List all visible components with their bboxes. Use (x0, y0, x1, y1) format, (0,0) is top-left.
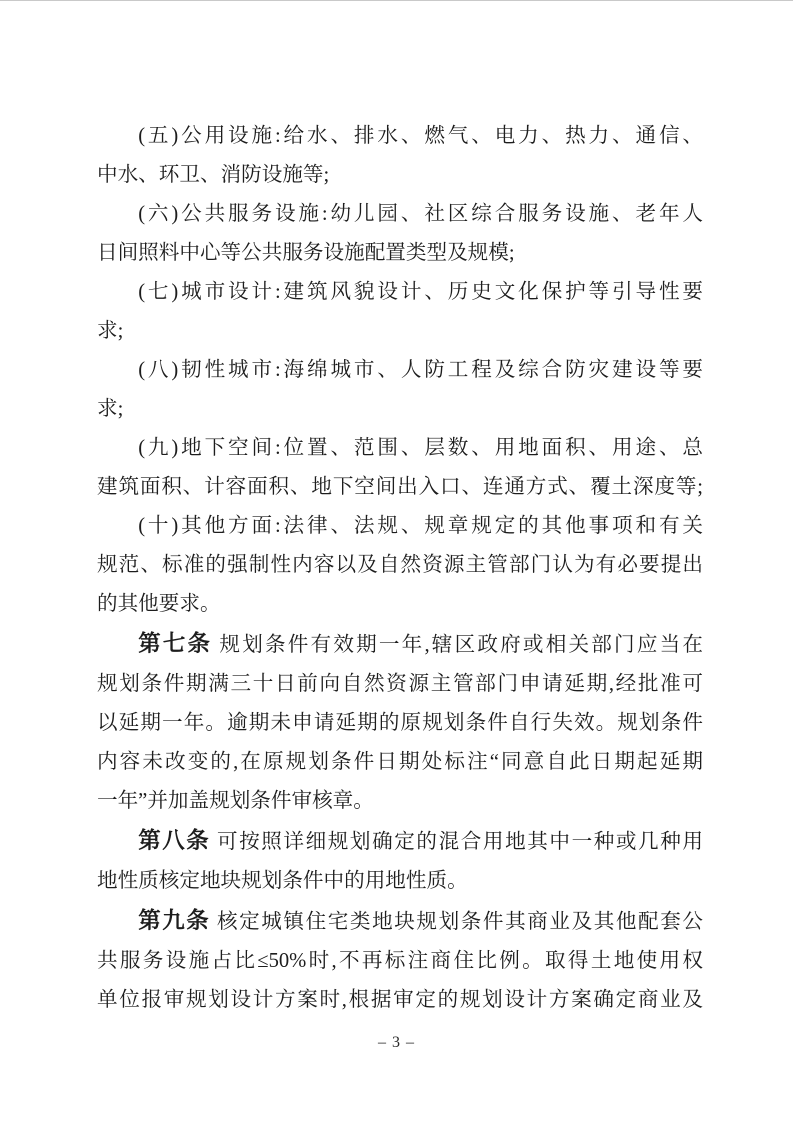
text-segment: (十)其他方面:法律、法规、规章规定的其他事项和有关 (138, 515, 703, 537)
text-segment: 单位报审规划设计方案时,根据审定的规划设计方案确定商业及 (97, 989, 703, 1011)
text-line (97, 704, 703, 743)
text-line (97, 942, 703, 981)
text-segment: 规范、标准的强制性内容以及自然资源主管部门认为有必要提出 (97, 554, 703, 576)
text-segment: (七)城市设计:建筑风貌设计、历史文化保护等引导性要 (138, 281, 703, 303)
text-line (97, 273, 703, 312)
text-segment: 核定城镇住宅类地块规划条件其商业及其他配套公 (210, 911, 703, 933)
text-segment: 求; (97, 398, 124, 420)
text-line (97, 624, 703, 665)
article-number: 第八条 (138, 828, 211, 853)
document-body (97, 117, 703, 1020)
article-8 (97, 821, 703, 901)
article-number: 第九条 (138, 908, 211, 933)
article-number: 第七条 (138, 631, 213, 656)
text-line (97, 821, 703, 862)
page-number: – 3 – (378, 1034, 415, 1051)
text-segment: 共服务设施占比≤50%时,不再标注商住比例。取得土地使用权 (97, 950, 703, 972)
text-line (97, 901, 703, 942)
clause-8-resilient-city (97, 351, 703, 429)
clause-9-underground-space (97, 429, 703, 507)
text-line (97, 195, 703, 234)
text-segment: 以延期一年。逾期未申请延期的原规划条件自行失效。规划条件 (97, 712, 703, 734)
article-9 (97, 901, 703, 1020)
text-line (97, 117, 703, 156)
text-line (97, 546, 703, 585)
article-7 (97, 624, 703, 821)
text-segment: 内容未改变的,在原规划条件日期处标注“同意自此日期起延期 (97, 751, 703, 773)
text-line (97, 782, 703, 821)
clause-10-other-aspects (97, 507, 703, 624)
text-segment: 中水、环卫、消防设施等; (97, 164, 330, 186)
text-segment: (九)地下空间:位置、范围、层数、用地面积、用途、总 (138, 437, 703, 459)
text-line (97, 156, 703, 195)
text-segment: 地性质核定地块规划条件中的用地性质。 (97, 870, 468, 892)
text-line (97, 981, 703, 1020)
text-segment: (八)韧性城市:海绵城市、人防工程及综合防灾建设等要 (138, 359, 703, 381)
text-segment: 日间照料中心等公共服务设施配置类型及规模; (97, 242, 515, 264)
text-segment: 可按照详细规划确定的混合用地其中一种或几种用 (210, 831, 703, 853)
page-top-border (0, 0, 793, 1)
text-line (97, 312, 703, 351)
text-segment: 规划条件有效期一年,辖区政府或相关部门应当在 (212, 634, 703, 656)
text-segment: 的其他要求。 (97, 593, 221, 615)
text-line (97, 351, 703, 390)
text-line (97, 585, 703, 624)
text-line (97, 468, 703, 507)
text-segment: 一年”并加盖规划条件审核章。 (97, 790, 374, 812)
text-line (97, 507, 703, 546)
clause-7-urban-design (97, 273, 703, 351)
text-segment: (五)公用设施:给水、排水、燃气、电力、热力、通信、 (138, 125, 703, 147)
text-line (97, 743, 703, 782)
clause-6-public-service-facilities (97, 195, 703, 273)
text-line (97, 390, 703, 429)
text-line (97, 665, 703, 704)
text-segment: (六)公共服务设施:幼儿园、社区综合服务设施、老年人 (138, 203, 703, 225)
text-line (97, 234, 703, 273)
text-segment: 建筑面积、计容面积、地下空间出入口、连通方式、覆土深度等; (97, 476, 703, 498)
text-line (97, 862, 703, 901)
clause-5-public-utilities (97, 117, 703, 195)
text-segment: 规划条件期满三十日前向自然资源主管部门申请延期,经批准可 (97, 673, 703, 695)
text-line (97, 429, 703, 468)
text-segment: 求; (97, 320, 124, 342)
